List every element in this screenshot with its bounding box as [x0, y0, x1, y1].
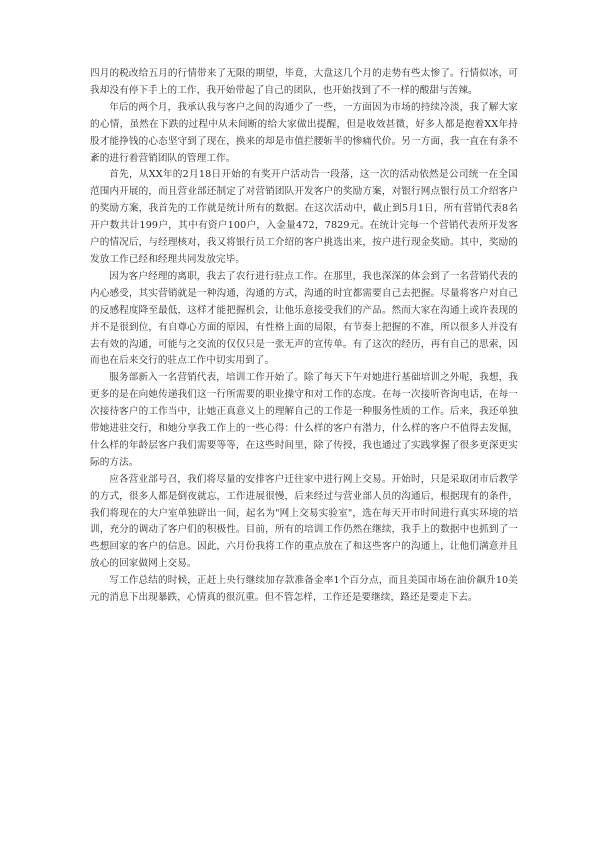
paragraph: 服务部新入一名营销代表，培训工作开始了。除了每天下午对她进行基础培训之外呢，我想，我更多的是在向她传递我们这一行所需要的职业操守和对工作的态度。在每一次接听咨询电话，在每一次接待客户的工作当中，让她正真意义上的理解自己的工作是一种服务性质的工作。后来，我还单独带她进驻交行，和她分享我工作上的一些心得：什么样的客户有潜力，什么样的客户不值得去发掘，什么样的年龄层客户我们需要等等，在这些时间里，除了传授，我也通过了实践掌握了很多更深更实际的方法。	[90, 372, 518, 468]
paragraph: 年后的两个月，我承认我与客户之间的沟通少了一些，一方面因为市场的持续冷淡，我了解大家的心情，虽然在下跌的过程中从未间断的给大家做出提醒，但是收效甚微，好多人都是抱着XX年持股才能挣钱的心态坚守到了现在，换来的却是市值拦腰斩半的惨痛代价。另一方面，我一直在有条不紊的进行着营销团队的管理工作。	[90, 101, 518, 164]
paragraph: 写工作总结的时候，正赶上央行继续加存款准备金率1个百分点，而且美国市场在油价飙升10美元的消息下出现暴跌，心情真的很沉重。但不管怎样，工作还是要继续，路还是要走下去。	[90, 575, 518, 604]
paragraph: 首先，从XX年的2月18日开始的有奖开户活动告一段落，这一次的活动依然是公司统一在全国范围内开展的，而且营业部还制定了对营销团队开发客户的奖励方案，对银行网点银行员工介绍客户的奖励方案，我首先的工作就是统计所有的数据。在这次活动中，截止到5月1日，所有营销代表8名开户数共计199户，其中有资户100户，入金量472，7829元。在统计完每一个营销代表所开发客户的情况后，与经理核对，我又将银行员工介绍的客户挑选出来，按户进行现金奖励。其中，奖励的发放工作已经和经理共同发放完毕。	[90, 169, 518, 265]
paragraph: 应各营业部号召，我们将尽量的安排客户迁往家中进行网上交易。开始时，只是采取闭市后教学的方式，很多人都是倒夜就忘，工作进展很慢，后来经过与营业部人员的沟通后，根据现有的条件，我们将现在的大户室单独辟出一间，起名为"网上交易实验室"，选在每天开市时间进行真实环境的培训，充分的调动了客户们的积极性。目前，所有的培训工作仍然在继续，我手上的数据中也抓到了一些想回家的客户的信息。因此，六月份我将工作的重点放在了和这些客户的沟通上，让他们满意并且放心的回家做网上交易。	[90, 473, 518, 570]
document-body	[90, 66, 518, 607]
paragraph: 四月的税改给五月的行情带来了无限的期望，毕竟，大盘这几个月的走势有些太惨了。行情似冰，可我却没有停下手上的工作，我开始带起了自己的团队，也开始找到了不一样的酸甜与苦辣。	[90, 68, 518, 96]
paragraph: 因为客户经理的离职，我去了农行进行驻点工作。在那里，我也深深的体会到了一名营销代表的内心感受，其实营销就是一种沟通，沟通的方式，沟通的时宜都需要自己去把握。尽量将客户对自己的反感程度降至最低，这样才能把握机会，让他乐意接受我们的产品。然而大家在沟通上或许表现的并不是很到位，有自尊心方面的原因，有性格上面的局限，有节奏上把握的不准，所以很多人并没有去有效的沟通，可能与之交流的仅仅只是一张无声的宣传单。有了这次的经历，再有自己的思索，因而也在后来交行的驻点工作中切实用到了。	[90, 270, 518, 367]
